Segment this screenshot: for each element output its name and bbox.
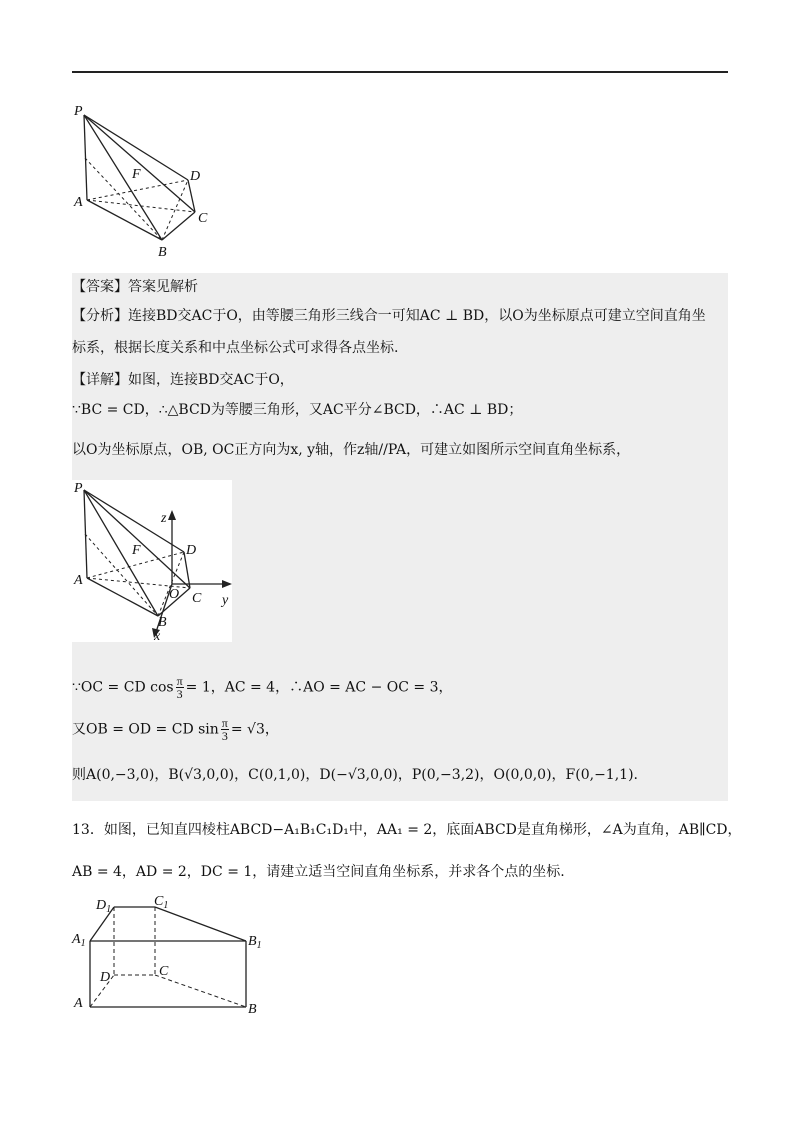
label-a: A [74, 195, 83, 210]
label-c3: C [159, 964, 169, 979]
label-a3: A [74, 996, 83, 1011]
label-b1: $B_1$ [248, 934, 262, 951]
detail-line-1: 【详解】如图，连接BD交AC于O， [72, 372, 294, 388]
fraction-pi-over-3-b: $\frac{\pi}{3}$ [221, 716, 228, 743]
detail-line-2: ∵BC = CD，∴△BCD为等腰三角形，又AC平分∠BCD，∴AC ⊥ BD； [72, 402, 523, 418]
figure-pyramid [70, 100, 220, 260]
label-b: B [158, 245, 167, 260]
label-c1: $C_1$ [154, 895, 169, 911]
calc-oc-part2: = 1，AC = 4，∴AO = AC − OC = 3， [185, 679, 453, 696]
fraction-pi-over-3: $\frac{\pi}{3}$ [176, 674, 183, 701]
label-y-axis: y [222, 593, 229, 608]
label-a1: $A_1$ [72, 932, 86, 949]
label-b2: B [158, 615, 167, 630]
calc-line-1 [72, 675, 453, 700]
label-d1: $D_1$ [96, 898, 112, 915]
label-d: D [190, 169, 201, 184]
label-p2: P [74, 481, 83, 496]
label-b3: B [248, 1002, 257, 1017]
label-f2: F [132, 543, 141, 558]
label-c: C [198, 211, 208, 226]
calc-oc-part1: ∵OC = CD cos [72, 679, 174, 696]
analysis-line-2: 标系，根据长度关系和中点坐标公式可求得各点坐标. [72, 340, 399, 356]
label-d3: D [100, 970, 111, 985]
label-c2: C [192, 591, 202, 606]
answer-line: 【答案】答案见解析 [72, 279, 198, 295]
label-f: F [132, 167, 141, 182]
figure-coordinate-system [72, 480, 232, 642]
coordinates-line: 则A(0,−3,0)，B(√3,0,0)，C(0,1,0)，D(−√3,0,0)，P(0,−3,2)，O(0,0,0)，F(0,−1,1). [72, 767, 638, 783]
figure-prism [70, 895, 270, 1025]
label-a2: A [74, 573, 83, 588]
calc-line-2 [72, 717, 279, 742]
detail-line-3: 以O为坐标原点，OB, OC正方向为x, y轴，作z轴//PA，可建立如图所示空间直角坐标系， [72, 442, 631, 458]
label-z-axis: z [161, 511, 167, 526]
header-rule [72, 71, 728, 73]
label-p: P [74, 104, 83, 119]
question-13-line-2: AB = 4，AD = 2，DC = 1，请建立适当空间直角坐标系，并求各个点的坐标. [72, 864, 565, 880]
question-13-line-1: 13．如图，已知直四棱柱ABCD−A₁B₁C₁D₁中，AA₁ = 2，底面ABCD是直角梯形，∠A为直角，AB∥CD， [72, 822, 742, 838]
calc-ob-part2: = √3， [230, 721, 279, 738]
analysis-line-1: 【分析】连接BD交AC于O，由等腰三角形三线合一可知AC ⊥ BD，以O为坐标原点可建立空间直角坐 [72, 308, 706, 324]
label-o: O [169, 587, 180, 602]
calc-ob-part1: 又OB = OD = CD sin [72, 721, 219, 738]
label-d2: D [186, 543, 197, 558]
label-x-axis: x [154, 629, 161, 642]
